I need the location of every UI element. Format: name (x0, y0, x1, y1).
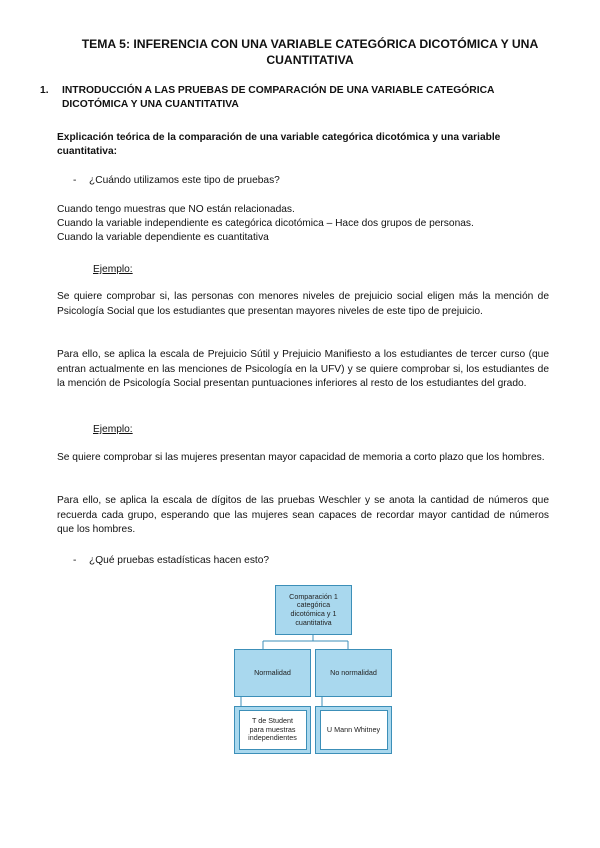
document-title: TEMA 5: INFERENCIA CON UNA VARIABLE CATEGÓRICA DICOTÓMICA Y UNA CUANTITATIVA (81, 37, 539, 67)
section-title: INTRODUCCIÓN A LAS PRUEBAS DE COMPARACIÓN DE UNA VARIABLE CATEGÓRICA DICOTÓMICA Y UNA CUANTITATIVA (62, 85, 495, 110)
condition-2: Cuando la variable independiente es categórica dicotómica – Hace dos grupos de personas. (57, 218, 474, 229)
normality-label: Normalidad (254, 667, 291, 677)
diagram-mann-whitney-outer (315, 706, 392, 754)
root-line-2: categórica (296, 600, 331, 610)
t-student-line-3: independientes (248, 733, 297, 743)
condition-3: Cuando la variable dependiente es cuantitativa (57, 232, 269, 243)
example-2-label: Ejemplo: (93, 424, 133, 435)
root-line-3: dicotómica y 1 (290, 609, 337, 618)
root-line-1: Comparación 1 (289, 591, 338, 601)
diagram-no-normality-node (315, 649, 392, 697)
question-which-text: ¿Qué pruebas estadísticas hacen esto? (89, 555, 270, 566)
example-1-label: Ejemplo: (93, 264, 133, 275)
bullet-dash: - (73, 175, 77, 186)
example-1-paragraph-2: Para ello, se aplica la escala de Prejuicio Sútil y Prejuicio Manifiesto a los estudiantes de tercer curso (que entran actualmente en las menciones de Psicología en la UFV) y se quiere comprobar si, los estudiantes de la mención de Psicología Social presentan puntuaciones inferiores al resto de los estudiantes del grado. (57, 349, 549, 390)
question-when-text: ¿Cuándo utilizamos este tipo de pruebas? (89, 175, 280, 186)
example-2-paragraph-2: Para ello, se aplica la escala de dígitos de las pruebas Weschler y se anota la cantidad de números que recuerda cada grupo, esperando que las mujeres sean capaces de recordar mayor cantidad de números que los hombres. (57, 495, 549, 536)
test-selection-diagram (226, 585, 402, 781)
diagram-mann-whitney-node (320, 710, 388, 750)
t-student-line-2: para muestras (249, 724, 296, 734)
bullet-dash: - (73, 555, 77, 566)
no-normality-label: No normalidad (330, 667, 377, 677)
section-number: 1. (40, 85, 49, 96)
diagram-normality-node (234, 649, 311, 697)
diagram-root-node (275, 585, 352, 635)
example-1-paragraph-1: Se quiere comprobar si, las personas con menores niveles de prejuicio social eligen más la mención de Psicología Social que los estudiantes que presentan mayores niveles de este tipo de prejuicio. (57, 291, 549, 317)
mann-whitney-label: U Mann Whitney (326, 724, 381, 734)
subheading: Explicación teórica de la comparación de una variable categórica dicotómica y una variable cuantitativa: (57, 132, 501, 157)
t-student-line-1: T de Student (251, 716, 293, 726)
root-line-4: cuantitativa (295, 617, 332, 627)
diagram-t-student-outer (234, 706, 311, 754)
example-2-paragraph-1: Se quiere comprobar si las mujeres presentan mayor capacidad de memoria a corto plazo que los hombres. (57, 452, 545, 463)
diagram-t-student-node (239, 710, 307, 750)
condition-1: Cuando tengo muestras que NO están relacionadas. (57, 204, 295, 215)
